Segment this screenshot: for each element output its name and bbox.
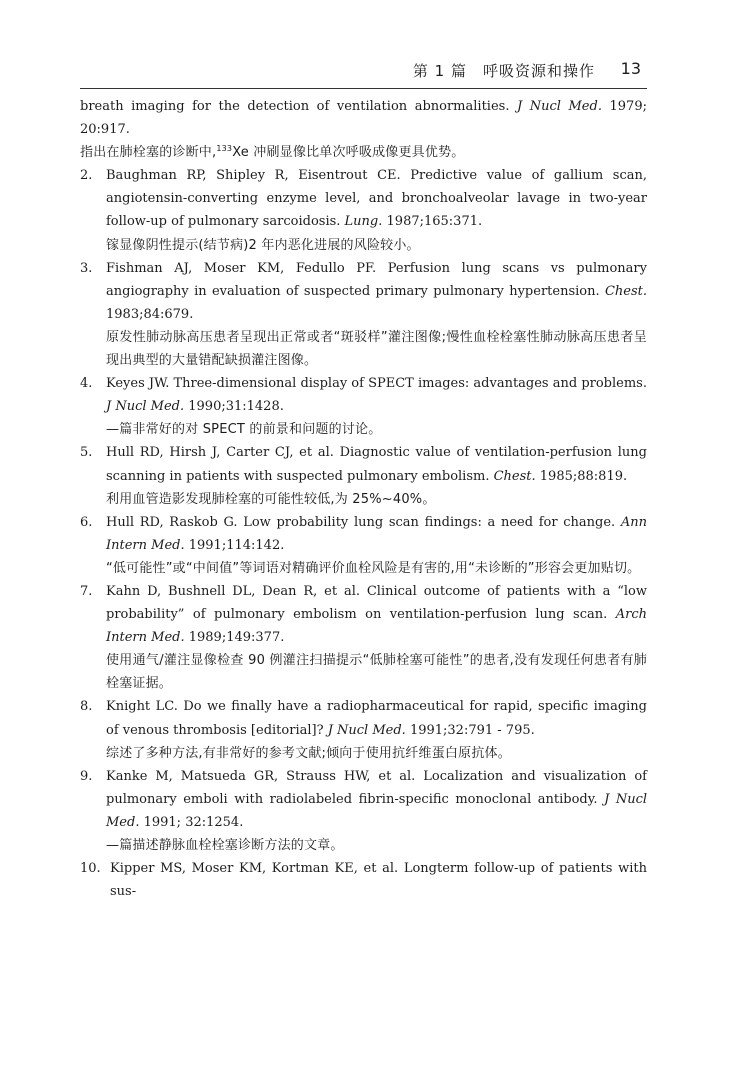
reference-number: 7.	[80, 583, 93, 599]
reference-item	[80, 695, 647, 764]
reference-annotation: 原发性肺动脉高压患者呈现出正常或者“斑驳样”灌注图像;慢性血栓栓塞性肺动脉高压患者呈现出典型的大量错配缺损灌注图像。	[106, 329, 647, 369]
reference-annotation: 使用通气/灌注显像检查 90 例灌注扫描提示“低肺栓塞可能性”的患者,没有发现任何患者有肺栓塞证据。	[106, 653, 647, 692]
reference-annotation: 利用血管造影发现肺栓塞的可能性较低,为 25%~40%。	[106, 491, 436, 507]
journal-name: Ann Intern Med.	[106, 514, 647, 553]
reference-number: 5.	[80, 445, 93, 461]
journal-name: Lung.	[344, 214, 383, 230]
journal-name: Chest.	[604, 283, 647, 299]
reference-annotation: 指出在肺栓塞的诊断中,$^{133}$Xe 冲刷显像比单次呼吸成像更具优势。	[80, 144, 465, 161]
citation-text: Keyes JW. Three-dimensional display of SPECT images: advantages and problems.	[106, 376, 647, 392]
reference-item	[80, 857, 647, 903]
reference-annotation: —篇非常好的对 SPECT 的前景和问题的讨论。	[106, 422, 382, 438]
reference-number: 4.	[80, 376, 93, 392]
reference-annotation: —篇描述静脉血栓栓塞诊断方法的文章。	[106, 838, 344, 853]
citation-text: Hull RD, Hirsh J, Carter CJ, et al. Diagnostic value of ventilation-perfusion lung scanning in patients with suspected pulmonary embolism.	[106, 445, 647, 484]
citation-text: Kanke M, Matsueda GR, Strauss HW, et al. Localization and visualization of pulmonary emboli with radiolabeled fibrin-specific monoclonal antibody.	[106, 768, 647, 807]
reference-number: 8.	[80, 699, 93, 715]
reference-item	[80, 372, 647, 441]
citation-details: 1987;165:371.	[382, 214, 483, 230]
citation-text: breath imaging for the detection of ventilation abnormalities.	[80, 99, 517, 114]
citation-details: 1991; 32:1254.	[139, 814, 244, 830]
citation-details: 1990;31:1428.	[184, 399, 284, 415]
reference-number: 9.	[80, 768, 93, 784]
reference-item	[80, 580, 647, 695]
reference-number: 2.	[80, 168, 93, 184]
journal-name: J Nucl Med.	[517, 99, 602, 114]
reference-number: 6.	[80, 514, 93, 530]
citation-text: Baughman RP, Shipley R, Eisentrout CE. Predictive value of gallium scan, angiotensin-converting enzyme level, and bronchoalveolar lavage in two-year follow-up of pulmonary sarcoidosis.	[106, 168, 647, 230]
reference-list	[80, 95, 647, 903]
journal-name: Arch Intern Med.	[106, 607, 647, 646]
reference-annotation: “低可能性”或“中间值”等词语对精确评价血栓风险是有害的,用“未诊断的”形容会更加贴切。	[106, 560, 641, 576]
journal-name: Chest.	[493, 468, 536, 484]
reference-annotation: 综述了多种方法,有非常好的参考文献;倾向于使用抗纤维蛋白原抗体。	[106, 745, 511, 761]
reference-item	[80, 765, 647, 857]
journal-name: J Nucl Med.	[106, 791, 648, 830]
journal-name: J Nucl Med.	[106, 399, 185, 415]
reference-item	[80, 164, 647, 256]
citation-text: Hull RD, Raskob G. Low probability lung scan findings: a need for change.	[106, 514, 621, 530]
running-header	[80, 56, 647, 89]
part-title: 第 1 篇 呼吸资源和操作	[412, 62, 595, 80]
citation-text: Knight LC. Do we finally have a radiopharmaceutical for rapid, specific imaging of venous thrombosis [editorial]?	[106, 699, 647, 738]
citation-details: 1985;88:819.	[535, 468, 628, 484]
page-number: 13	[620, 59, 641, 78]
citation-details: 1991;32:791 - 795.	[405, 722, 535, 738]
reference-number: 3.	[80, 260, 93, 276]
journal-name: J Nucl Med.	[327, 722, 406, 738]
reference-item	[80, 441, 647, 510]
isotope-superscript: 133	[216, 144, 233, 154]
reference-item	[80, 257, 647, 372]
citation-details: 1983;84:679.	[106, 306, 194, 322]
citation-details: 1979; 20:917.	[80, 99, 647, 138]
reference-continuation	[80, 95, 647, 141]
citation-details: 1989;149:377.	[184, 630, 285, 646]
citation-text: Fishman AJ, Moser KM, Fedullo PF. Perfusion lung scans vs pulmonary angiography in evaluation of suspected primary pulmonary hypertension.	[106, 260, 647, 299]
reference-number: 10.	[80, 861, 101, 877]
citation-text: Kipper MS, Moser KM, Kortman KE, et al. Longterm follow-up of patients with sus-	[110, 861, 647, 900]
citation-details: 1991;114:142.	[184, 537, 285, 553]
reference-annotation: 镓显像阴性提示(结节病)2 年内恶化进展的风险较小。	[106, 237, 420, 253]
reference-item	[80, 511, 647, 580]
citation-text: Kahn D, Bushnell DL, Dean R, et al. Clinical outcome of patients with a “low probability” of pulmonary embolism on ventilation-perfusion lung scan.	[106, 583, 647, 623]
